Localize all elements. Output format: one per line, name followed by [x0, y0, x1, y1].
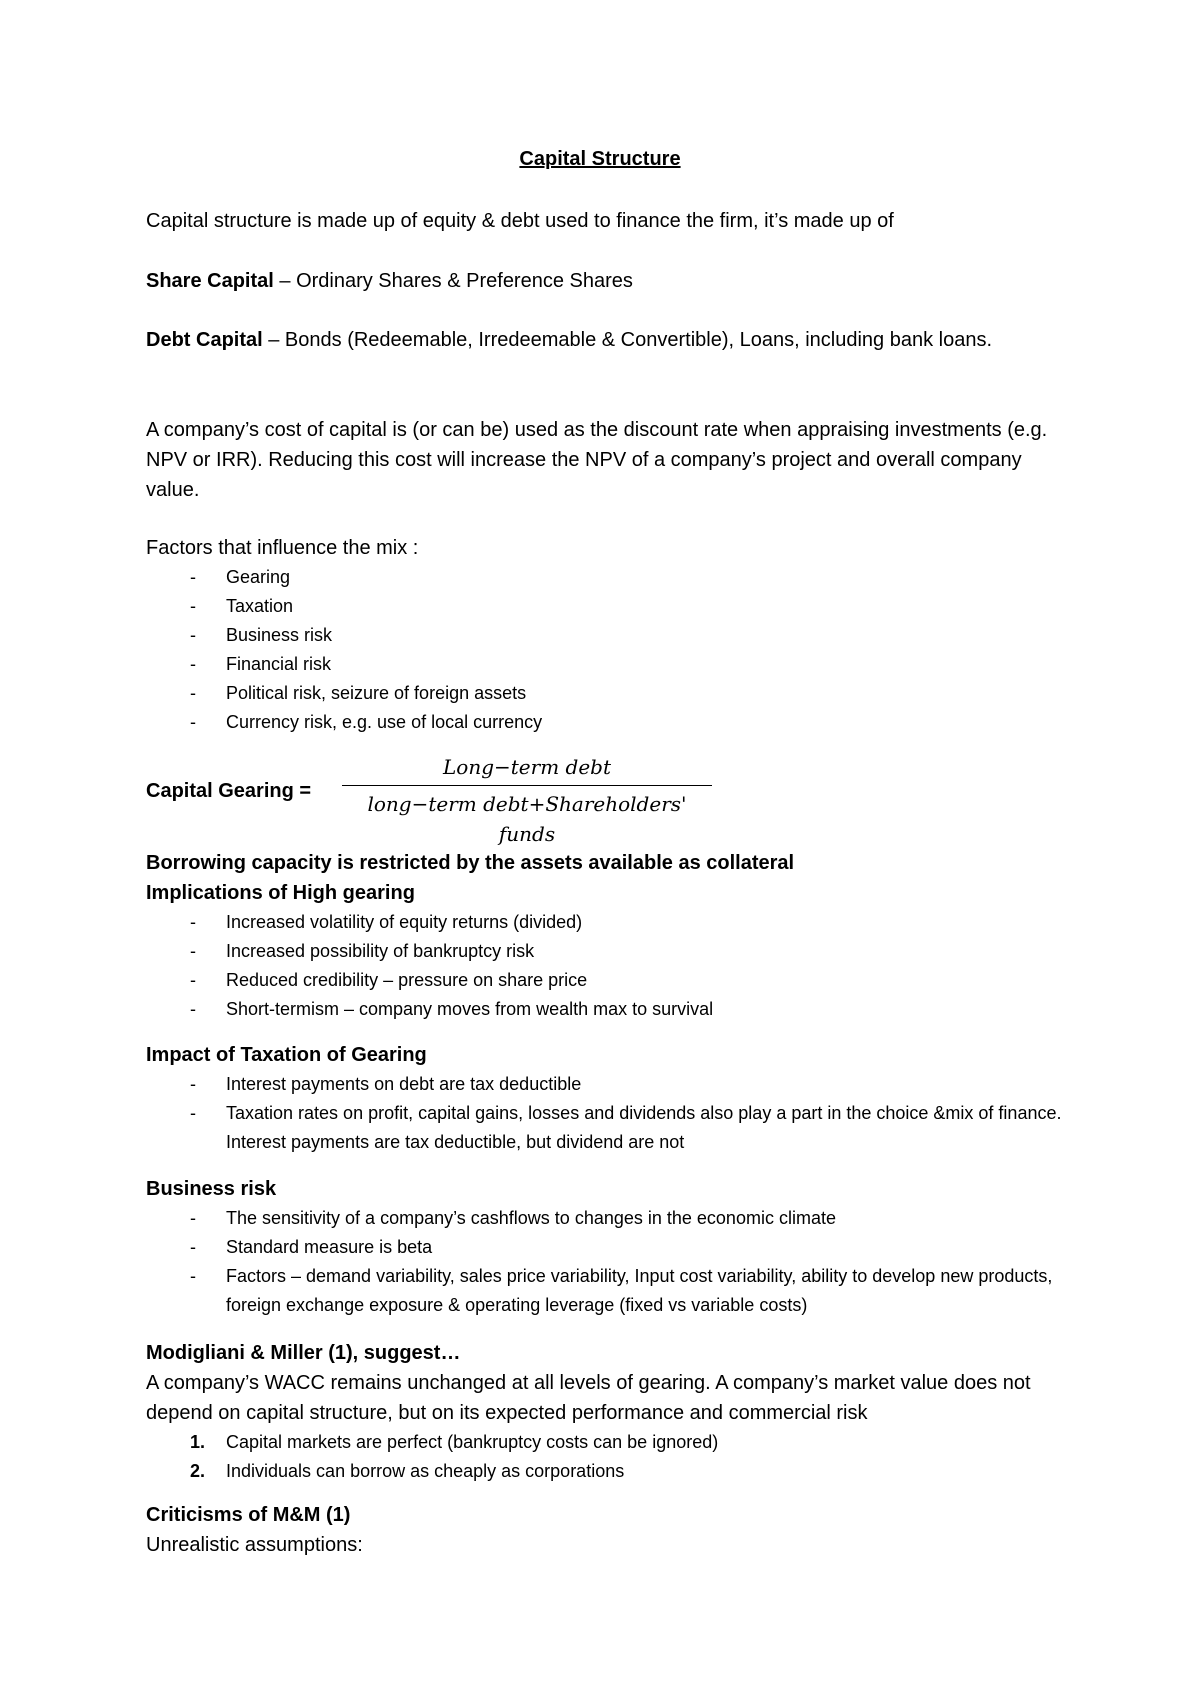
- debt-capital-text: – Bonds (Redeemable, Irredeemable & Convertible), Loans, including bank loans.: [262, 329, 993, 351]
- share-capital-paragraph: [146, 266, 1076, 296]
- list-number: 2.: [190, 1461, 206, 1481]
- list-item: [146, 1428, 1076, 1457]
- formula-label: Capital Gearing =: [146, 780, 312, 802]
- list-item-text: Capital markets are perfect (bankruptcy costs can be ignored): [226, 1432, 719, 1452]
- list-item: - Political risk, seizure of foreign assets: [146, 679, 1076, 708]
- page-title: Capital Structure: [519, 148, 681, 170]
- list-item: - Business risk: [146, 621, 1076, 650]
- capital-gearing-formula: [146, 752, 846, 846]
- cost-of-capital-paragraph: A company’s cost of capital is (or can be) used as the discount rate when appraising investments (e.g. NPV or IRR). Reducing this cost will increase the NPV of a company’s project and overall company value.: [146, 419, 1048, 501]
- criticisms-subheading: Unrealistic assumptions:: [146, 1534, 363, 1556]
- list-number: 1.: [190, 1432, 206, 1452]
- list-item: - The sensitivity of a company’s cashflows to changes in the economic climate: [146, 1204, 1076, 1233]
- list-item: - Factors – demand variability, sales price variability, Input cost variability, ability to develop new products, foreign exchange exposure & operating leverage (fixed vs variable costs): [146, 1262, 1076, 1320]
- high-gearing-section: [146, 848, 1076, 1024]
- list-item: - Gearing: [146, 563, 1076, 592]
- fraction-bar: [342, 785, 712, 786]
- list-item: - Currency risk, e.g. use of local currency: [146, 708, 1076, 737]
- mm-heading: Modigliani & Miller (1), suggest…: [146, 1342, 461, 1364]
- list-item: - Taxation rates on profit, capital gains, losses and dividends also play a part in the choice &mix of finance. Interest payments are tax deductible, but dividend are not: [146, 1099, 1076, 1157]
- factors-section: [146, 533, 1076, 737]
- business-risk-section: [146, 1174, 1076, 1320]
- criticisms-section: [146, 1500, 1076, 1560]
- high-gearing-list: [146, 908, 1076, 1024]
- list-item: - Interest payments on debt are tax deductible: [146, 1070, 1076, 1099]
- borrowing-statement: Borrowing capacity is restricted by the assets available as collateral: [146, 852, 795, 874]
- list-item: - Reduced credibility – pressure on share price: [146, 966, 1076, 995]
- business-risk-heading: Business risk: [146, 1178, 277, 1200]
- list-item: - Short-termism – company moves from wealth max to survival: [146, 995, 1076, 1024]
- mm-section: [146, 1338, 1076, 1486]
- business-risk-list: [146, 1204, 1076, 1320]
- list-item-text: Individuals can borrow as cheaply as corporations: [226, 1461, 625, 1481]
- formula-denominator: long−term debt+Shareholders' funds: [367, 792, 687, 846]
- mm-paragraph: A company’s WACC remains unchanged at all levels of gearing. A company’s market value does not depend on capital structure, but on its expected performance and commercial risk: [146, 1372, 1031, 1424]
- share-capital-label: Share Capital: [146, 270, 274, 292]
- mm-list: [146, 1428, 1076, 1486]
- high-gearing-heading: Implications of High gearing: [146, 882, 415, 904]
- list-item: - Financial risk: [146, 650, 1076, 679]
- list-item: - Standard measure is beta: [146, 1233, 1076, 1262]
- intro-paragraph: Capital structure is made up of equity & debt used to finance the firm, it’s made up of: [146, 210, 894, 232]
- factors-list: [146, 563, 1076, 737]
- formula-numerator: Long−term debt: [443, 755, 611, 779]
- list-item: [146, 1457, 1076, 1486]
- taxation-list: [146, 1070, 1076, 1157]
- formula-fraction: [342, 752, 712, 846]
- criticisms-heading: Criticisms of M&M (1): [146, 1504, 351, 1526]
- factors-heading: Factors that influence the mix :: [146, 537, 419, 559]
- list-item: - Increased volatility of equity returns (divided): [146, 908, 1076, 937]
- debt-capital-paragraph: [146, 325, 1076, 355]
- taxation-section: [146, 1040, 1076, 1157]
- share-capital-text: – Ordinary Shares & Preference Shares: [273, 270, 633, 292]
- list-item: - Increased possibility of bankruptcy risk: [146, 937, 1076, 966]
- debt-capital-label: Debt Capital: [146, 329, 263, 351]
- list-item: - Taxation: [146, 592, 1076, 621]
- taxation-heading: Impact of Taxation of Gearing: [146, 1044, 427, 1066]
